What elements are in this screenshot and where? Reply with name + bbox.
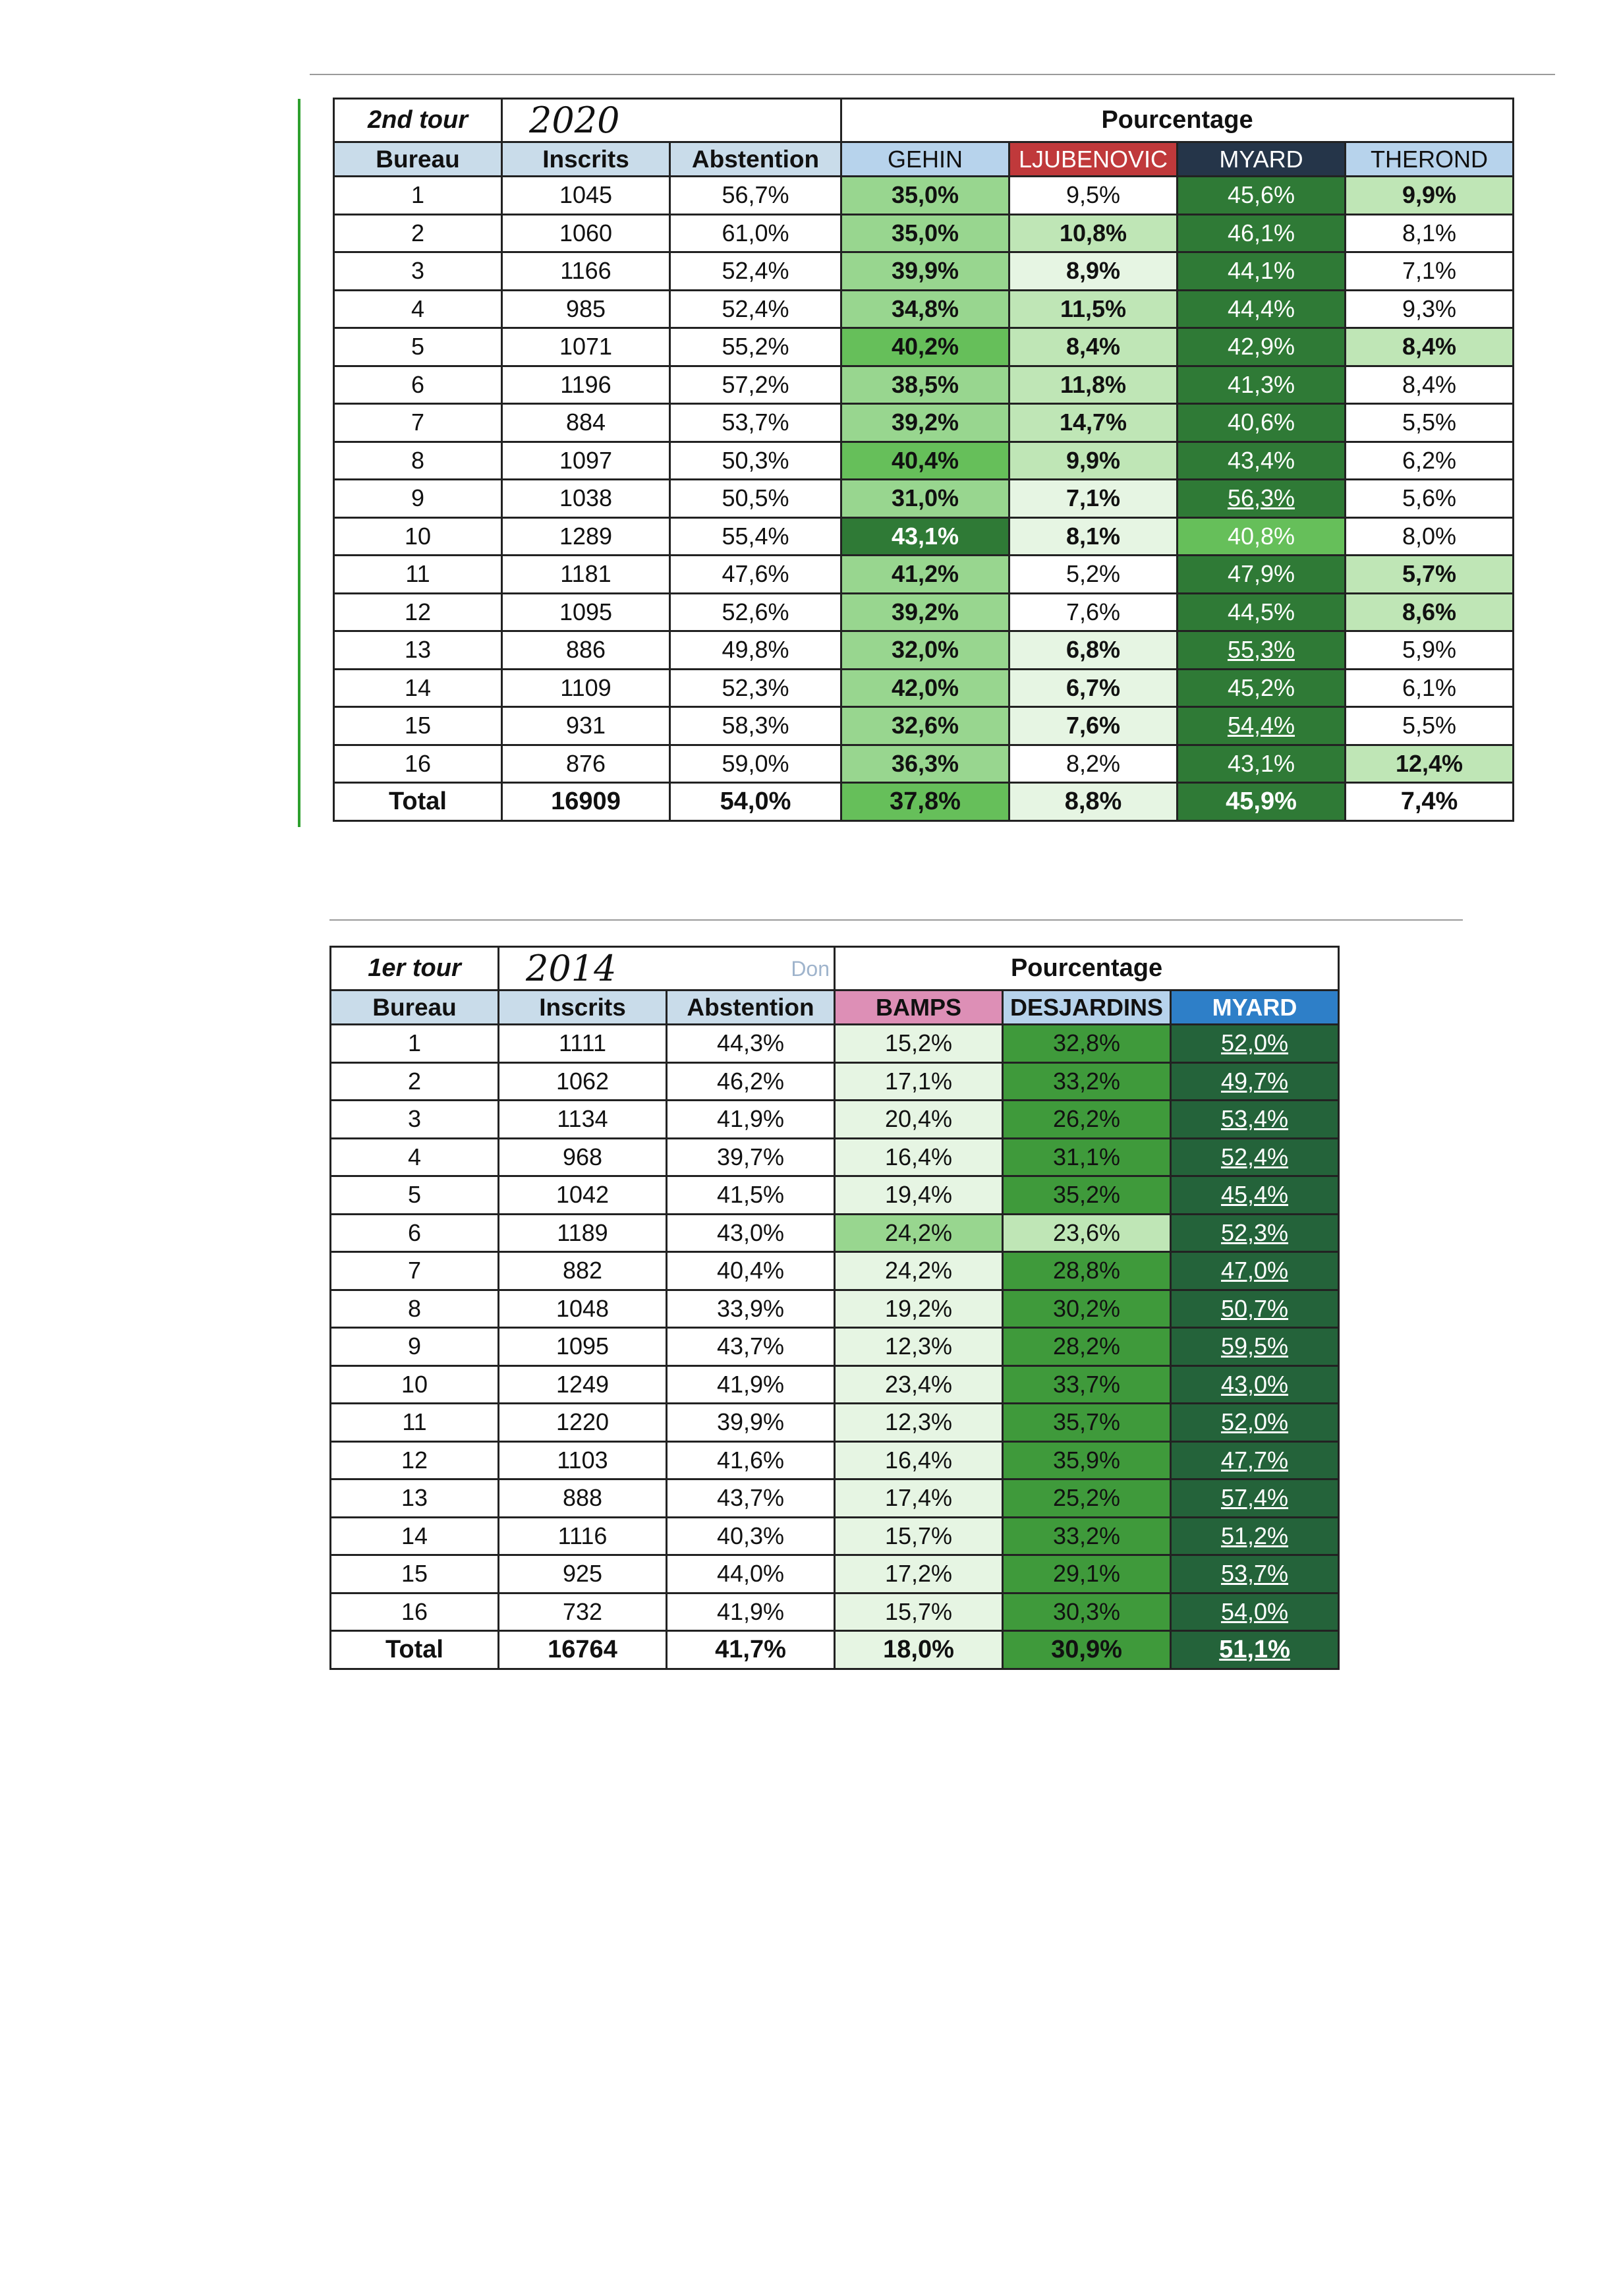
table-row xyxy=(331,1404,1339,1442)
percentage-cell: 40,8% xyxy=(1178,517,1346,556)
bureau-cell: 10 xyxy=(331,1365,499,1404)
bureau-cell: 12 xyxy=(334,593,502,631)
percentage-cell: 49,7% xyxy=(1171,1062,1339,1101)
table-row xyxy=(334,669,1514,707)
scan-edge-line-top xyxy=(310,74,1555,75)
inscrits-cell: 1071 xyxy=(502,328,670,366)
table-row xyxy=(334,328,1514,366)
percentage-cell: 42,9% xyxy=(1178,328,1346,366)
abstention-cell: 41,5% xyxy=(667,1176,835,1215)
percentage-cell: 6,8% xyxy=(1009,631,1178,670)
table-row xyxy=(334,593,1514,631)
percentage-cell: 7,6% xyxy=(1009,707,1178,745)
year-note-text: 2014 xyxy=(526,948,617,989)
year-note-text: 2020 xyxy=(529,100,620,141)
abstention-cell: 46,2% xyxy=(667,1062,835,1101)
percentage-cell: 53,4% xyxy=(1171,1101,1339,1139)
abstention-cell: 52,4% xyxy=(670,290,841,328)
percentage-cell: 40,4% xyxy=(841,442,1009,480)
percentage-cell: 32,0% xyxy=(841,631,1009,670)
percentage-cell: 41,3% xyxy=(1178,366,1346,404)
inscrits-cell: 931 xyxy=(502,707,670,745)
percentage-cell: 7,6% xyxy=(1009,593,1178,631)
table-row xyxy=(334,214,1514,252)
inscrits-cell: 1097 xyxy=(502,442,670,480)
header-abstention: Abstention xyxy=(667,990,835,1025)
table-row xyxy=(334,556,1514,594)
inscrits-cell: 1062 xyxy=(499,1062,667,1101)
inscrits-cell: 1045 xyxy=(502,177,670,215)
percentage-cell: 39,2% xyxy=(841,404,1009,442)
table-row xyxy=(331,1025,1339,1063)
round-label: 1er tour xyxy=(331,947,499,990)
abstention-cell: 33,9% xyxy=(667,1290,835,1328)
percentage-cell: 53,7% xyxy=(1171,1555,1339,1593)
percentage-cell: 52,4% xyxy=(1171,1138,1339,1176)
percentage-cell: 50,7% xyxy=(1171,1290,1339,1328)
percentage-cell: 6,1% xyxy=(1346,669,1514,707)
bureau-cell: 9 xyxy=(334,480,502,518)
inscrits-cell: 884 xyxy=(502,404,670,442)
table-row xyxy=(334,480,1514,518)
bureau-cell: 6 xyxy=(334,366,502,404)
percentage-cell: 28,2% xyxy=(1003,1328,1171,1366)
percentage-cell: 6,7% xyxy=(1009,669,1178,707)
percent-header: Pourcentage xyxy=(835,947,1339,990)
bureau-cell: 10 xyxy=(334,517,502,556)
percentage-cell: 57,4% xyxy=(1171,1479,1339,1518)
abstention-cell: 55,2% xyxy=(670,328,841,366)
bureau-cell: 1 xyxy=(334,177,502,215)
percentage-cell: 32,6% xyxy=(841,707,1009,745)
inscrits-cell: 1249 xyxy=(499,1365,667,1404)
percentage-cell: 26,2% xyxy=(1003,1101,1171,1139)
bureau-cell: 11 xyxy=(331,1404,499,1442)
percentage-cell: 5,9% xyxy=(1346,631,1514,670)
percentage-cell: 33,2% xyxy=(1003,1062,1171,1101)
scan-edge-line-middle xyxy=(329,919,1463,921)
header-inscrits: Inscrits xyxy=(502,142,670,177)
table-row xyxy=(334,252,1514,291)
table-row xyxy=(334,404,1514,442)
inscrits-cell: 1196 xyxy=(502,366,670,404)
inscrits-cell: 1109 xyxy=(502,669,670,707)
percentage-cell: 31,0% xyxy=(841,480,1009,518)
bureau-cell: 13 xyxy=(331,1479,499,1518)
inscrits-cell: 1048 xyxy=(499,1290,667,1328)
percentage-cell: 7,4% xyxy=(1346,783,1514,821)
header-row xyxy=(331,990,1339,1025)
percentage-cell: 35,9% xyxy=(1003,1441,1171,1479)
percentage-cell: 8,1% xyxy=(1009,517,1178,556)
table-row xyxy=(331,1214,1339,1252)
percentage-cell: 35,7% xyxy=(1003,1404,1171,1442)
inscrits-cell: 968 xyxy=(499,1138,667,1176)
header-bureau: Bureau xyxy=(331,990,499,1025)
inscrits-cell: 1095 xyxy=(502,593,670,631)
abstention-cell: 61,0% xyxy=(670,214,841,252)
candidate-header: MYARD xyxy=(1178,142,1346,177)
table-row xyxy=(334,290,1514,328)
table-row xyxy=(331,1441,1339,1479)
percentage-cell: 35,0% xyxy=(841,177,1009,215)
inscrits-cell: 925 xyxy=(499,1555,667,1593)
table-row xyxy=(331,1517,1339,1555)
bureau-cell: 6 xyxy=(331,1214,499,1252)
percentage-cell: 33,7% xyxy=(1003,1365,1171,1404)
abstention-cell: 41,9% xyxy=(667,1101,835,1139)
inscrits-cell: 882 xyxy=(499,1252,667,1290)
percentage-cell: 6,2% xyxy=(1346,442,1514,480)
candidate-header: BAMPS xyxy=(835,990,1003,1025)
bureau-cell: 7 xyxy=(334,404,502,442)
percentage-cell: 23,6% xyxy=(1003,1214,1171,1252)
percentage-cell: 52,3% xyxy=(1171,1214,1339,1252)
inscrits-cell: 1189 xyxy=(499,1214,667,1252)
percentage-cell: 24,2% xyxy=(835,1214,1003,1252)
percentage-cell: 47,9% xyxy=(1178,556,1346,594)
bureau-cell: 15 xyxy=(331,1555,499,1593)
percentage-cell: 8,4% xyxy=(1346,328,1514,366)
bureau-cell: 2 xyxy=(331,1062,499,1101)
percentage-cell: 24,2% xyxy=(835,1252,1003,1290)
percentage-cell: 45,4% xyxy=(1171,1176,1339,1215)
percentage-cell: 40,2% xyxy=(841,328,1009,366)
abstention-cell: 41,9% xyxy=(667,1365,835,1404)
percentage-cell: 15,2% xyxy=(835,1025,1003,1063)
abstention-cell: 59,0% xyxy=(670,745,841,783)
bureau-cell: 7 xyxy=(331,1252,499,1290)
bureau-cell: 3 xyxy=(331,1101,499,1139)
percentage-cell: 11,8% xyxy=(1009,366,1178,404)
abstention-cell: 52,6% xyxy=(670,593,841,631)
percentage-cell: 45,6% xyxy=(1178,177,1346,215)
percentage-cell: 30,9% xyxy=(1003,1631,1171,1669)
percentage-cell: 8,4% xyxy=(1346,366,1514,404)
percentage-cell: 43,4% xyxy=(1178,442,1346,480)
bureau-cell: 14 xyxy=(331,1517,499,1555)
percentage-cell: 12,4% xyxy=(1346,745,1514,783)
candidate-header: THEROND xyxy=(1346,142,1514,177)
abstention-cell: 54,0% xyxy=(670,783,841,821)
percentage-cell: 55,3% xyxy=(1178,631,1346,670)
percentage-cell: 31,1% xyxy=(1003,1138,1171,1176)
bureau-cell: 8 xyxy=(334,442,502,480)
results-table xyxy=(333,98,1514,822)
percentage-cell: 11,5% xyxy=(1009,290,1178,328)
percentage-cell: 5,2% xyxy=(1009,556,1178,594)
inscrits-cell: 888 xyxy=(499,1479,667,1518)
percentage-cell: 8,1% xyxy=(1346,214,1514,252)
percentage-cell: 16,4% xyxy=(835,1441,1003,1479)
inscrits-cell: 1181 xyxy=(502,556,670,594)
percentage-cell: 56,3% xyxy=(1178,480,1346,518)
table-row xyxy=(331,1062,1339,1101)
bureau-cell: 13 xyxy=(334,631,502,670)
results-table xyxy=(329,946,1340,1670)
percentage-cell: 43,1% xyxy=(841,517,1009,556)
percentage-cell: 17,2% xyxy=(835,1555,1003,1593)
percentage-cell: 9,9% xyxy=(1009,442,1178,480)
title-row xyxy=(334,99,1514,142)
percentage-cell: 39,9% xyxy=(841,252,1009,291)
table-row xyxy=(334,366,1514,404)
bureau-cell: 14 xyxy=(334,669,502,707)
percentage-cell: 9,3% xyxy=(1346,290,1514,328)
abstention-cell: 58,3% xyxy=(670,707,841,745)
inscrits-cell: 1166 xyxy=(502,252,670,291)
percentage-cell: 19,2% xyxy=(835,1290,1003,1328)
percentage-cell: 40,6% xyxy=(1178,404,1346,442)
inscrits-cell: 886 xyxy=(502,631,670,670)
year-note xyxy=(499,947,835,990)
percentage-cell: 20,4% xyxy=(835,1101,1003,1139)
percentage-cell: 33,2% xyxy=(1003,1517,1171,1555)
percentage-cell: 47,0% xyxy=(1171,1252,1339,1290)
percentage-cell: 51,1% xyxy=(1171,1631,1339,1669)
results-table-2020 xyxy=(333,98,1514,822)
bureau-cell: 16 xyxy=(334,745,502,783)
inscrits-cell: 1042 xyxy=(499,1176,667,1215)
percentage-cell: 17,4% xyxy=(835,1479,1003,1518)
percentage-cell: 44,5% xyxy=(1178,593,1346,631)
percentage-cell: 8,9% xyxy=(1009,252,1178,291)
table-row xyxy=(331,1252,1339,1290)
abstention-cell: 52,4% xyxy=(670,252,841,291)
aside-note: Don xyxy=(791,957,830,981)
abstention-cell: 43,7% xyxy=(667,1328,835,1366)
inscrits-cell: 16764 xyxy=(499,1631,667,1669)
abstention-cell: 44,3% xyxy=(667,1025,835,1063)
inscrits-cell: 1289 xyxy=(502,517,670,556)
percentage-cell: 16,4% xyxy=(835,1138,1003,1176)
percentage-cell: 15,7% xyxy=(835,1517,1003,1555)
percentage-cell: 8,4% xyxy=(1009,328,1178,366)
percentage-cell: 45,2% xyxy=(1178,669,1346,707)
abstention-cell: 50,5% xyxy=(670,480,841,518)
percentage-cell: 14,7% xyxy=(1009,404,1178,442)
percentage-cell: 42,0% xyxy=(841,669,1009,707)
table-row xyxy=(334,442,1514,480)
header-abstention: Abstention xyxy=(670,142,841,177)
percentage-cell: 59,5% xyxy=(1171,1328,1339,1366)
candidate-header: MYARD xyxy=(1171,990,1339,1025)
percentage-cell: 12,3% xyxy=(835,1328,1003,1366)
percentage-cell: 34,8% xyxy=(841,290,1009,328)
percentage-cell: 5,6% xyxy=(1346,480,1514,518)
abstention-cell: 41,6% xyxy=(667,1441,835,1479)
bureau-cell: 4 xyxy=(334,290,502,328)
percentage-cell: 17,1% xyxy=(835,1062,1003,1101)
total-row xyxy=(331,1631,1339,1669)
inscrits-cell: 876 xyxy=(502,745,670,783)
round-label: 2nd tour xyxy=(334,99,502,142)
inscrits-cell: 1103 xyxy=(499,1441,667,1479)
table-row xyxy=(331,1176,1339,1215)
bureau-cell: 5 xyxy=(331,1176,499,1215)
bureau-cell: 3 xyxy=(334,252,502,291)
bureau-cell: 16 xyxy=(331,1593,499,1631)
table-row xyxy=(334,707,1514,745)
inscrits-cell: 1220 xyxy=(499,1404,667,1442)
abstention-cell: 40,3% xyxy=(667,1517,835,1555)
abstention-cell: 53,7% xyxy=(670,404,841,442)
abstention-cell: 39,9% xyxy=(667,1404,835,1442)
percentage-cell: 7,1% xyxy=(1346,252,1514,291)
percentage-cell: 5,5% xyxy=(1346,707,1514,745)
percentage-cell: 15,7% xyxy=(835,1593,1003,1631)
percentage-cell: 54,0% xyxy=(1171,1593,1339,1631)
percentage-cell: 43,0% xyxy=(1171,1365,1339,1404)
year-note xyxy=(502,99,841,142)
percentage-cell: 35,0% xyxy=(841,214,1009,252)
percentage-cell: 36,3% xyxy=(841,745,1009,783)
abstention-cell: 43,7% xyxy=(667,1479,835,1518)
percentage-cell: 37,8% xyxy=(841,783,1009,821)
header-bureau: Bureau xyxy=(334,142,502,177)
inscrits-cell: 1134 xyxy=(499,1101,667,1139)
percentage-cell: 35,2% xyxy=(1003,1176,1171,1215)
table-row xyxy=(331,1138,1339,1176)
inscrits-cell: 985 xyxy=(502,290,670,328)
candidate-header: GEHIN xyxy=(841,142,1009,177)
table-row xyxy=(334,177,1514,215)
percentage-cell: 32,8% xyxy=(1003,1025,1171,1063)
table-row xyxy=(334,631,1514,670)
abstention-cell: 41,9% xyxy=(667,1593,835,1631)
percentage-cell: 10,8% xyxy=(1009,214,1178,252)
table-row xyxy=(334,745,1514,783)
candidate-header: DESJARDINS xyxy=(1003,990,1171,1025)
percentage-cell: 25,2% xyxy=(1003,1479,1171,1518)
percentage-cell: 39,2% xyxy=(841,593,1009,631)
percentage-cell: 47,7% xyxy=(1171,1441,1339,1479)
percentage-cell: 38,5% xyxy=(841,366,1009,404)
percentage-cell: 7,1% xyxy=(1009,480,1178,518)
percentage-cell: 8,2% xyxy=(1009,745,1178,783)
table-row xyxy=(331,1290,1339,1328)
percentage-cell: 30,2% xyxy=(1003,1290,1171,1328)
percentage-cell: 52,0% xyxy=(1171,1404,1339,1442)
abstention-cell: 44,0% xyxy=(667,1555,835,1593)
abstention-cell: 47,6% xyxy=(670,556,841,594)
percentage-cell: 19,4% xyxy=(835,1176,1003,1215)
bureau-cell: 5 xyxy=(334,328,502,366)
table-row xyxy=(331,1328,1339,1366)
percentage-cell: 52,0% xyxy=(1171,1025,1339,1063)
inscrits-cell: 732 xyxy=(499,1593,667,1631)
percentage-cell: 8,0% xyxy=(1346,517,1514,556)
title-row xyxy=(331,947,1339,990)
header-row xyxy=(334,142,1514,177)
percentage-cell: 23,4% xyxy=(835,1365,1003,1404)
bureau-cell: 8 xyxy=(331,1290,499,1328)
percentage-cell: 12,3% xyxy=(835,1404,1003,1442)
abstention-cell: 49,8% xyxy=(670,631,841,670)
percentage-cell: 18,0% xyxy=(835,1631,1003,1669)
percentage-cell: 41,2% xyxy=(841,556,1009,594)
percentage-cell: 5,5% xyxy=(1346,404,1514,442)
percentage-cell: 43,1% xyxy=(1178,745,1346,783)
abstention-cell: 50,3% xyxy=(670,442,841,480)
abstention-cell: 40,4% xyxy=(667,1252,835,1290)
percentage-cell: 44,1% xyxy=(1178,252,1346,291)
scan-edge-line-left xyxy=(298,99,300,827)
table-row xyxy=(334,517,1514,556)
inscrits-cell: 16909 xyxy=(502,783,670,821)
inscrits-cell: 1038 xyxy=(502,480,670,518)
inscrits-cell: 1060 xyxy=(502,214,670,252)
total-label: Total xyxy=(334,783,502,821)
percentage-cell: 9,9% xyxy=(1346,177,1514,215)
candidate-header: LJUBENOVIC xyxy=(1009,142,1178,177)
table-row xyxy=(331,1365,1339,1404)
percentage-cell: 54,4% xyxy=(1178,707,1346,745)
bureau-cell: 11 xyxy=(334,556,502,594)
percentage-cell: 44,4% xyxy=(1178,290,1346,328)
percentage-cell: 9,5% xyxy=(1009,177,1178,215)
percentage-cell: 45,9% xyxy=(1178,783,1346,821)
percentage-cell: 46,1% xyxy=(1178,214,1346,252)
total-label: Total xyxy=(331,1631,499,1669)
inscrits-cell: 1095 xyxy=(499,1328,667,1366)
percentage-cell: 51,2% xyxy=(1171,1517,1339,1555)
percentage-cell: 29,1% xyxy=(1003,1555,1171,1593)
table-row xyxy=(331,1555,1339,1593)
bureau-cell: 15 xyxy=(334,707,502,745)
table-row xyxy=(331,1593,1339,1631)
inscrits-cell: 1116 xyxy=(499,1517,667,1555)
results-table-2014 xyxy=(329,946,1340,1670)
inscrits-cell: 1111 xyxy=(499,1025,667,1063)
abstention-cell: 52,3% xyxy=(670,669,841,707)
percent-header: Pourcentage xyxy=(841,99,1514,142)
bureau-cell: 2 xyxy=(334,214,502,252)
bureau-cell: 1 xyxy=(331,1025,499,1063)
table-row xyxy=(331,1101,1339,1139)
table-row xyxy=(331,1479,1339,1518)
bureau-cell: 4 xyxy=(331,1138,499,1176)
abstention-cell: 43,0% xyxy=(667,1214,835,1252)
bureau-cell: 9 xyxy=(331,1328,499,1366)
percentage-cell: 8,6% xyxy=(1346,593,1514,631)
total-row xyxy=(334,783,1514,821)
abstention-cell: 57,2% xyxy=(670,366,841,404)
abstention-cell: 41,7% xyxy=(667,1631,835,1669)
abstention-cell: 55,4% xyxy=(670,517,841,556)
percentage-cell: 28,8% xyxy=(1003,1252,1171,1290)
percentage-cell: 30,3% xyxy=(1003,1593,1171,1631)
percentage-cell: 8,8% xyxy=(1009,783,1178,821)
abstention-cell: 56,7% xyxy=(670,177,841,215)
percentage-cell: 5,7% xyxy=(1346,556,1514,594)
header-inscrits: Inscrits xyxy=(499,990,667,1025)
abstention-cell: 39,7% xyxy=(667,1138,835,1176)
bureau-cell: 12 xyxy=(331,1441,499,1479)
